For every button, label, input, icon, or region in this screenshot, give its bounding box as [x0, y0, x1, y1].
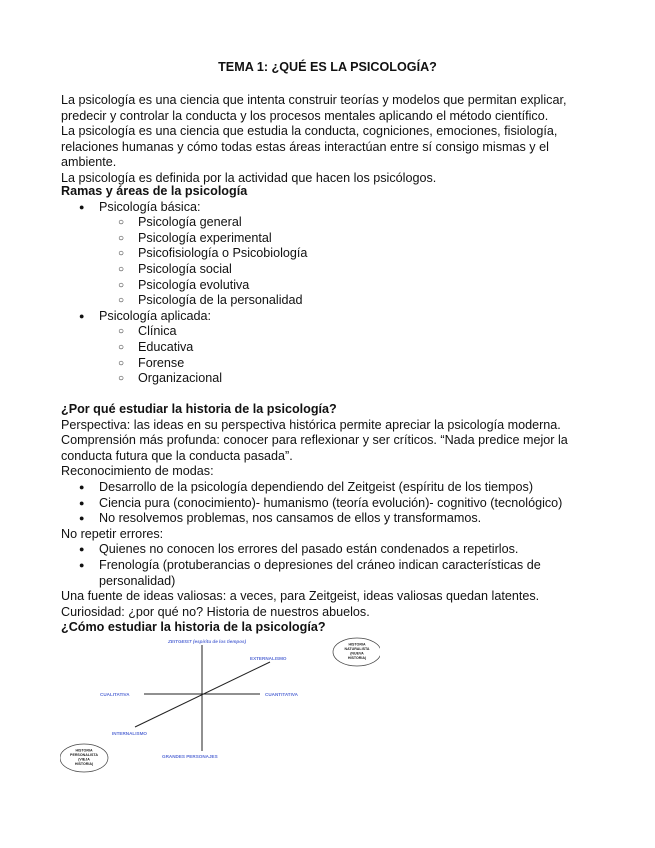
list-item: ○ Psicología evolutiva	[61, 278, 601, 294]
list-item: ● Psicología básica:	[61, 200, 601, 216]
ramas-section	[61, 184, 601, 387]
list-item: ● No resolvemos problemas, nos cansamos de ellos y transformamos.	[61, 511, 601, 527]
oval-text-line: NATURALISTA	[344, 647, 370, 651]
intro-paragraph: La psicología es definida por la actividad que hacen los psicólogos.	[61, 170, 437, 185]
perspectiva-text: Perspectiva: las ideas en su perspectiva histórica permite apreciar la psicología moderna.	[61, 417, 561, 432]
list-item: ○ Forense	[61, 356, 601, 372]
oval-text-line: HISTORIA)	[74, 762, 94, 766]
list-item: ○ Psicología de la personalidad	[61, 293, 601, 309]
list-item: ○ Clínica	[61, 324, 601, 340]
zeitgeist-label: ZEITGEIST (espíritu de los tiempos)	[168, 639, 247, 644]
historia-heading: ¿Por qué estudiar la historia de la psicología?	[61, 402, 337, 416]
list-item: ● Quienes no conocen los errores del pasado están condenados a repetirlos.	[61, 542, 601, 558]
oval-text-line: (NUEVA	[350, 651, 364, 656]
list-item: ● Psicología aplicada:	[61, 309, 601, 325]
como-heading: ¿Cómo estudiar la historia de la psicología?	[61, 620, 326, 634]
intro-paragraph: La psicología es una ciencia que estudia la conducta, cogniciones, emociones, fisiología, relaciones humanas y cómo todas estas áreas interactúan entre sí consigo mismas y el ambiente.	[61, 124, 558, 170]
errores-label: No repetir errores:	[61, 526, 164, 541]
intro-paragraph: La psicología es una ciencia que intenta construir teorías y modelos que permitan explicar, predecir y controlar la conducta y los procesos mentales aplicando el método científico.	[61, 93, 567, 123]
list-item: ○ Psicología experimental	[61, 231, 601, 247]
oval-text-line: (VIEJA	[78, 757, 90, 762]
fuente-text: Una fuente de ideas valiosas: a veces, para Zeitgeist, ideas valiosas quedan latentes.	[61, 589, 540, 604]
list-item: ● Ciencia pura (conocimiento)- humanismo (teoría evolución)- cognitivo (tecnológico)	[61, 496, 601, 512]
modas-list	[61, 480, 601, 527]
list-item: ○ Organizacional	[61, 371, 601, 387]
internalismo-label: INTERNALISMO	[112, 731, 147, 736]
externalismo-label: EXTERNALISMO	[250, 656, 287, 661]
ramas-list	[61, 200, 601, 387]
oval-text-line: HISTORIA)	[347, 656, 367, 660]
list-item: ○ Psicología social	[61, 262, 601, 278]
comprension-text: Comprensión más profunda: conocer para reflexionar y ser críticos. “Nada predice mejor la conducta futura que la conducta pasada”.	[61, 433, 568, 463]
page-title: TEMA 1: ¿QUÉ ES LA PSICOLOGÍA?	[218, 60, 437, 74]
oval-text-line: HISTORIA	[348, 642, 366, 647]
ramas-heading: Ramas y áreas de la psicología	[61, 184, 248, 198]
cuantitativa-label: CUANTITATIVA	[265, 692, 298, 697]
oval-text-line: HISTORIA	[75, 748, 93, 753]
list-item: ● Desarrollo de la psicología dependiendo del Zeitgeist (espíritu de los tiempos)	[61, 480, 601, 496]
errores-list	[61, 542, 601, 589]
oval-text-line: PERSONALISTA	[70, 753, 98, 757]
historia-section	[61, 402, 601, 620]
history-axes-diagram	[60, 632, 380, 777]
intro-section	[61, 93, 601, 187]
curiosidad-text: Curiosidad: ¿por qué no? Historia de nuestros abuelos.	[61, 604, 370, 619]
grandes-personajes-label: GRANDES PERSONAJES	[162, 754, 218, 759]
list-item: ○ Psicología general	[61, 215, 601, 231]
modas-label: Reconocimiento de modas:	[61, 464, 214, 479]
list-item: ○ Psicofisiología o Psicobiología	[61, 246, 601, 262]
list-item: ● Frenología (protuberancias o depresiones del cráneo indican características de personalidad)	[61, 558, 601, 589]
cualitativa-label: CUALITATIVA	[100, 692, 130, 697]
list-item: ○ Educativa	[61, 340, 601, 356]
